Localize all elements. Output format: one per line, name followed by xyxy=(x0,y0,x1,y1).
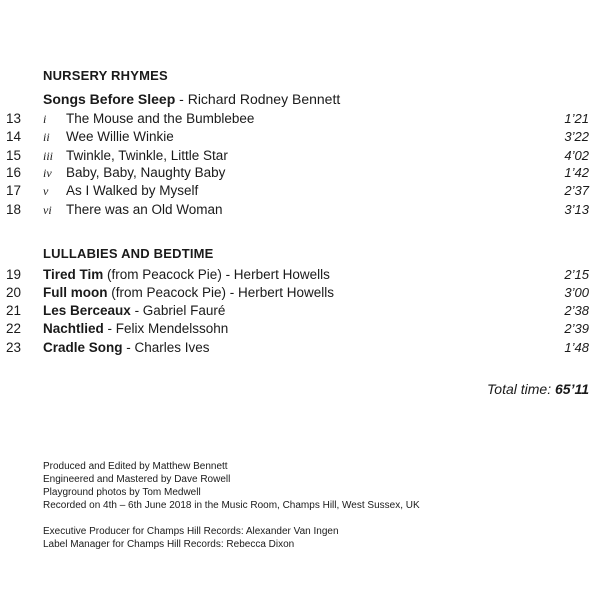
track-title xyxy=(43,266,330,284)
movement-numeral: iii xyxy=(43,149,54,163)
movement-numeral: iv xyxy=(43,166,52,180)
track-duration: 1’21 xyxy=(564,111,589,126)
track-duration: 2’37 xyxy=(564,183,589,198)
track-duration: 1’42 xyxy=(564,165,589,180)
track-number: 15 xyxy=(6,148,22,163)
track-duration: 1’48 xyxy=(564,340,589,355)
track-title xyxy=(43,302,225,320)
work-name: Songs Before Sleep xyxy=(43,91,176,107)
credits-label xyxy=(43,525,339,551)
track-row xyxy=(0,182,600,200)
track-number: 14 xyxy=(6,129,22,144)
piece-name: Cradle Song xyxy=(43,340,123,355)
track-number: 20 xyxy=(6,285,22,300)
track-number: 16 xyxy=(6,165,22,180)
credit-line: Label Manager for Champs Hill Records: Rebecca Dixon xyxy=(43,539,295,550)
piece-name: Nachtlied xyxy=(43,321,104,336)
track-duration: 2’15 xyxy=(564,267,589,282)
track-title: Wee Willie Winkie xyxy=(66,129,174,144)
track-title xyxy=(43,284,334,302)
track-row xyxy=(0,147,600,165)
total-time-label: Total time: xyxy=(487,381,555,397)
credit-line: Produced and Edited by Matthew Bennett xyxy=(43,461,228,472)
track-duration: 2’39 xyxy=(564,321,589,336)
track-number: 13 xyxy=(6,111,22,126)
movement-numeral: ii xyxy=(43,130,50,144)
track-title: As I Walked by Myself xyxy=(66,183,199,198)
track-number: 17 xyxy=(6,183,22,198)
movement-numeral: i xyxy=(43,112,47,126)
track-row xyxy=(0,201,600,219)
track-row xyxy=(0,302,600,320)
track-number: 18 xyxy=(6,202,22,217)
track-duration: 3’13 xyxy=(564,202,589,217)
track-duration: 3’00 xyxy=(564,285,589,300)
track-title xyxy=(43,320,228,338)
credit-line: Executive Producer for Champs Hill Records: Alexander Van Ingen xyxy=(43,526,339,537)
track-row xyxy=(0,266,600,284)
credit-line: Playground photos by Tom Medwell xyxy=(43,487,201,498)
track-number: 19 xyxy=(6,267,22,282)
track-row xyxy=(0,339,600,357)
track-number: 22 xyxy=(6,321,22,336)
piece-name: Tired Tim xyxy=(43,267,104,282)
track-number: 21 xyxy=(6,303,22,318)
piece-composer: - Charles Ives xyxy=(122,340,210,355)
piece-composer: - Felix Mendelssohn xyxy=(103,321,229,336)
track-duration: 4’02 xyxy=(564,148,589,163)
movement-numeral: vi xyxy=(43,203,52,217)
piece-name: Full moon xyxy=(43,285,108,300)
work-composer: - Richard Rodney Bennett xyxy=(175,91,341,107)
track-duration: 3’22 xyxy=(564,129,589,144)
track-title: The Mouse and the Bumblebee xyxy=(66,111,255,126)
work-title xyxy=(43,91,340,107)
track-duration: 2’38 xyxy=(564,303,589,318)
track-title: There was an Old Woman xyxy=(66,202,223,217)
credit-line: Recorded on 4th – 6th June 2018 in the Music Room, Champs Hill, West Sussex, UK xyxy=(43,500,420,511)
total-time xyxy=(487,381,589,397)
credit-line: Engineered and Mastered by Dave Rowell xyxy=(43,474,231,485)
movement-numeral: v xyxy=(43,184,49,198)
piece-composer: (from Peacock Pie) - Herbert Howells xyxy=(103,267,330,282)
track-row xyxy=(0,320,600,338)
piece-composer: (from Peacock Pie) - Herbert Howells xyxy=(107,285,335,300)
section-title-lullabies: LULLABIES AND BEDTIME xyxy=(43,246,214,261)
track-row xyxy=(0,110,600,128)
credits-production xyxy=(43,460,420,512)
track-number: 23 xyxy=(6,340,22,355)
section-title-nursery-rhymes: NURSERY RHYMES xyxy=(43,68,168,83)
piece-name: Les Berceaux xyxy=(43,303,131,318)
track-title xyxy=(43,339,210,357)
piece-composer: - Gabriel Fauré xyxy=(130,303,226,318)
track-row xyxy=(0,164,600,182)
track-row xyxy=(0,128,600,146)
track-row xyxy=(0,284,600,302)
track-title: Baby, Baby, Naughty Baby xyxy=(66,165,226,180)
total-time-value: 65’11 xyxy=(555,381,589,397)
track-title: Twinkle, Twinkle, Little Star xyxy=(66,148,228,163)
